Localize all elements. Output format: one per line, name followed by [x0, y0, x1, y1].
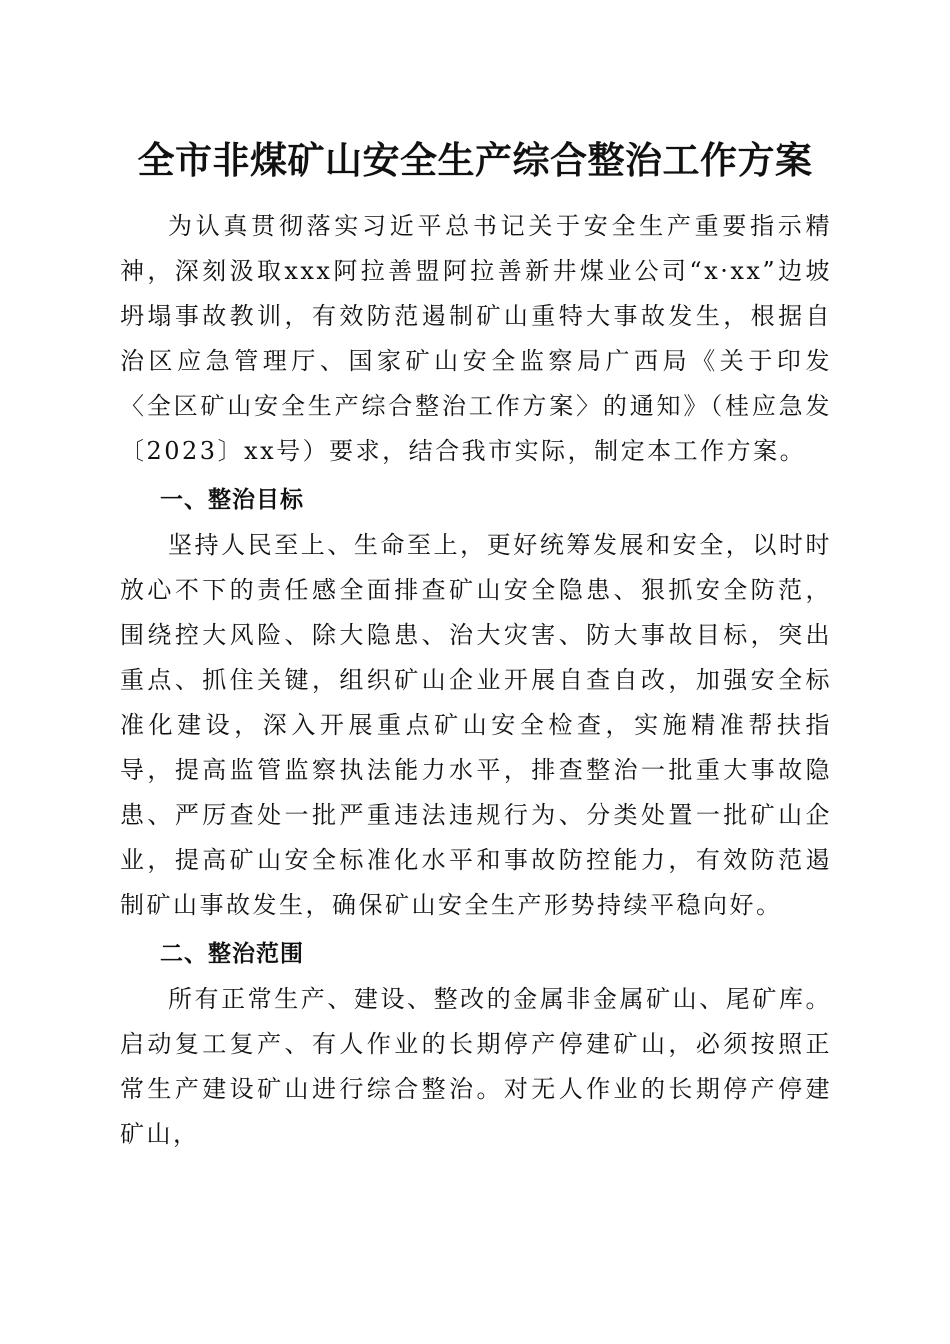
section-heading-scope: 二、整治范围 [160, 941, 304, 967]
document-body [120, 204, 832, 1157]
section-paragraph-goals: 坚持人民至上、生命至上，更好统筹发展和安全，以时时放心不下的责任感全面排查矿山安全隐患、狠抓安全防范，围绕控大风险、除大隐患、治大灾害、防大事故目标，突出重点、抓住关键，组织矿山企业开展自查自改，加强安全标准化建设，深入开展重点矿山安全检查，实施精准帮扶指导，提高监管监察执法能力水平，排查整治一批重大事故隐患、严厉查处一批严重违法违规行为、分类处置一批矿山企业，提高矿山安全标准化水平和事故防控能力，有效防范遏制矿山事故发生，确保矿山安全生产形势持续平稳向好。 [120, 531, 832, 919]
section-paragraph-scope: 所有正常生产、建设、整改的金属非金属矿山、尾矿库。启动复工复产、有人作业的长期停产停建矿山，必须按照正常生产建设矿山进行综合整治。对无人作业的长期停产停建矿山， [120, 985, 832, 1148]
section-heading-goals: 一、整治目标 [160, 487, 304, 513]
intro-paragraph: 为认真贯彻落实习近平总书记关于安全生产重要指示精神，深刻汲取xxx阿拉善盟阿拉善新井煤业公司“x·xx”边坡坍塌事故教训，有效防范遏制矿山重特大事故发生，根据自治区应急管理厅、国家矿山安全监察局广西局《关于印发〈全区矿山安全生产综合整治工作方案〉的通知》（桂应急发〔2023〕xx号）要求，结合我市实际，制定本工作方案。 [120, 212, 832, 465]
document-title: 全市非煤矿山安全生产综合整治工作方案 [137, 138, 813, 182]
